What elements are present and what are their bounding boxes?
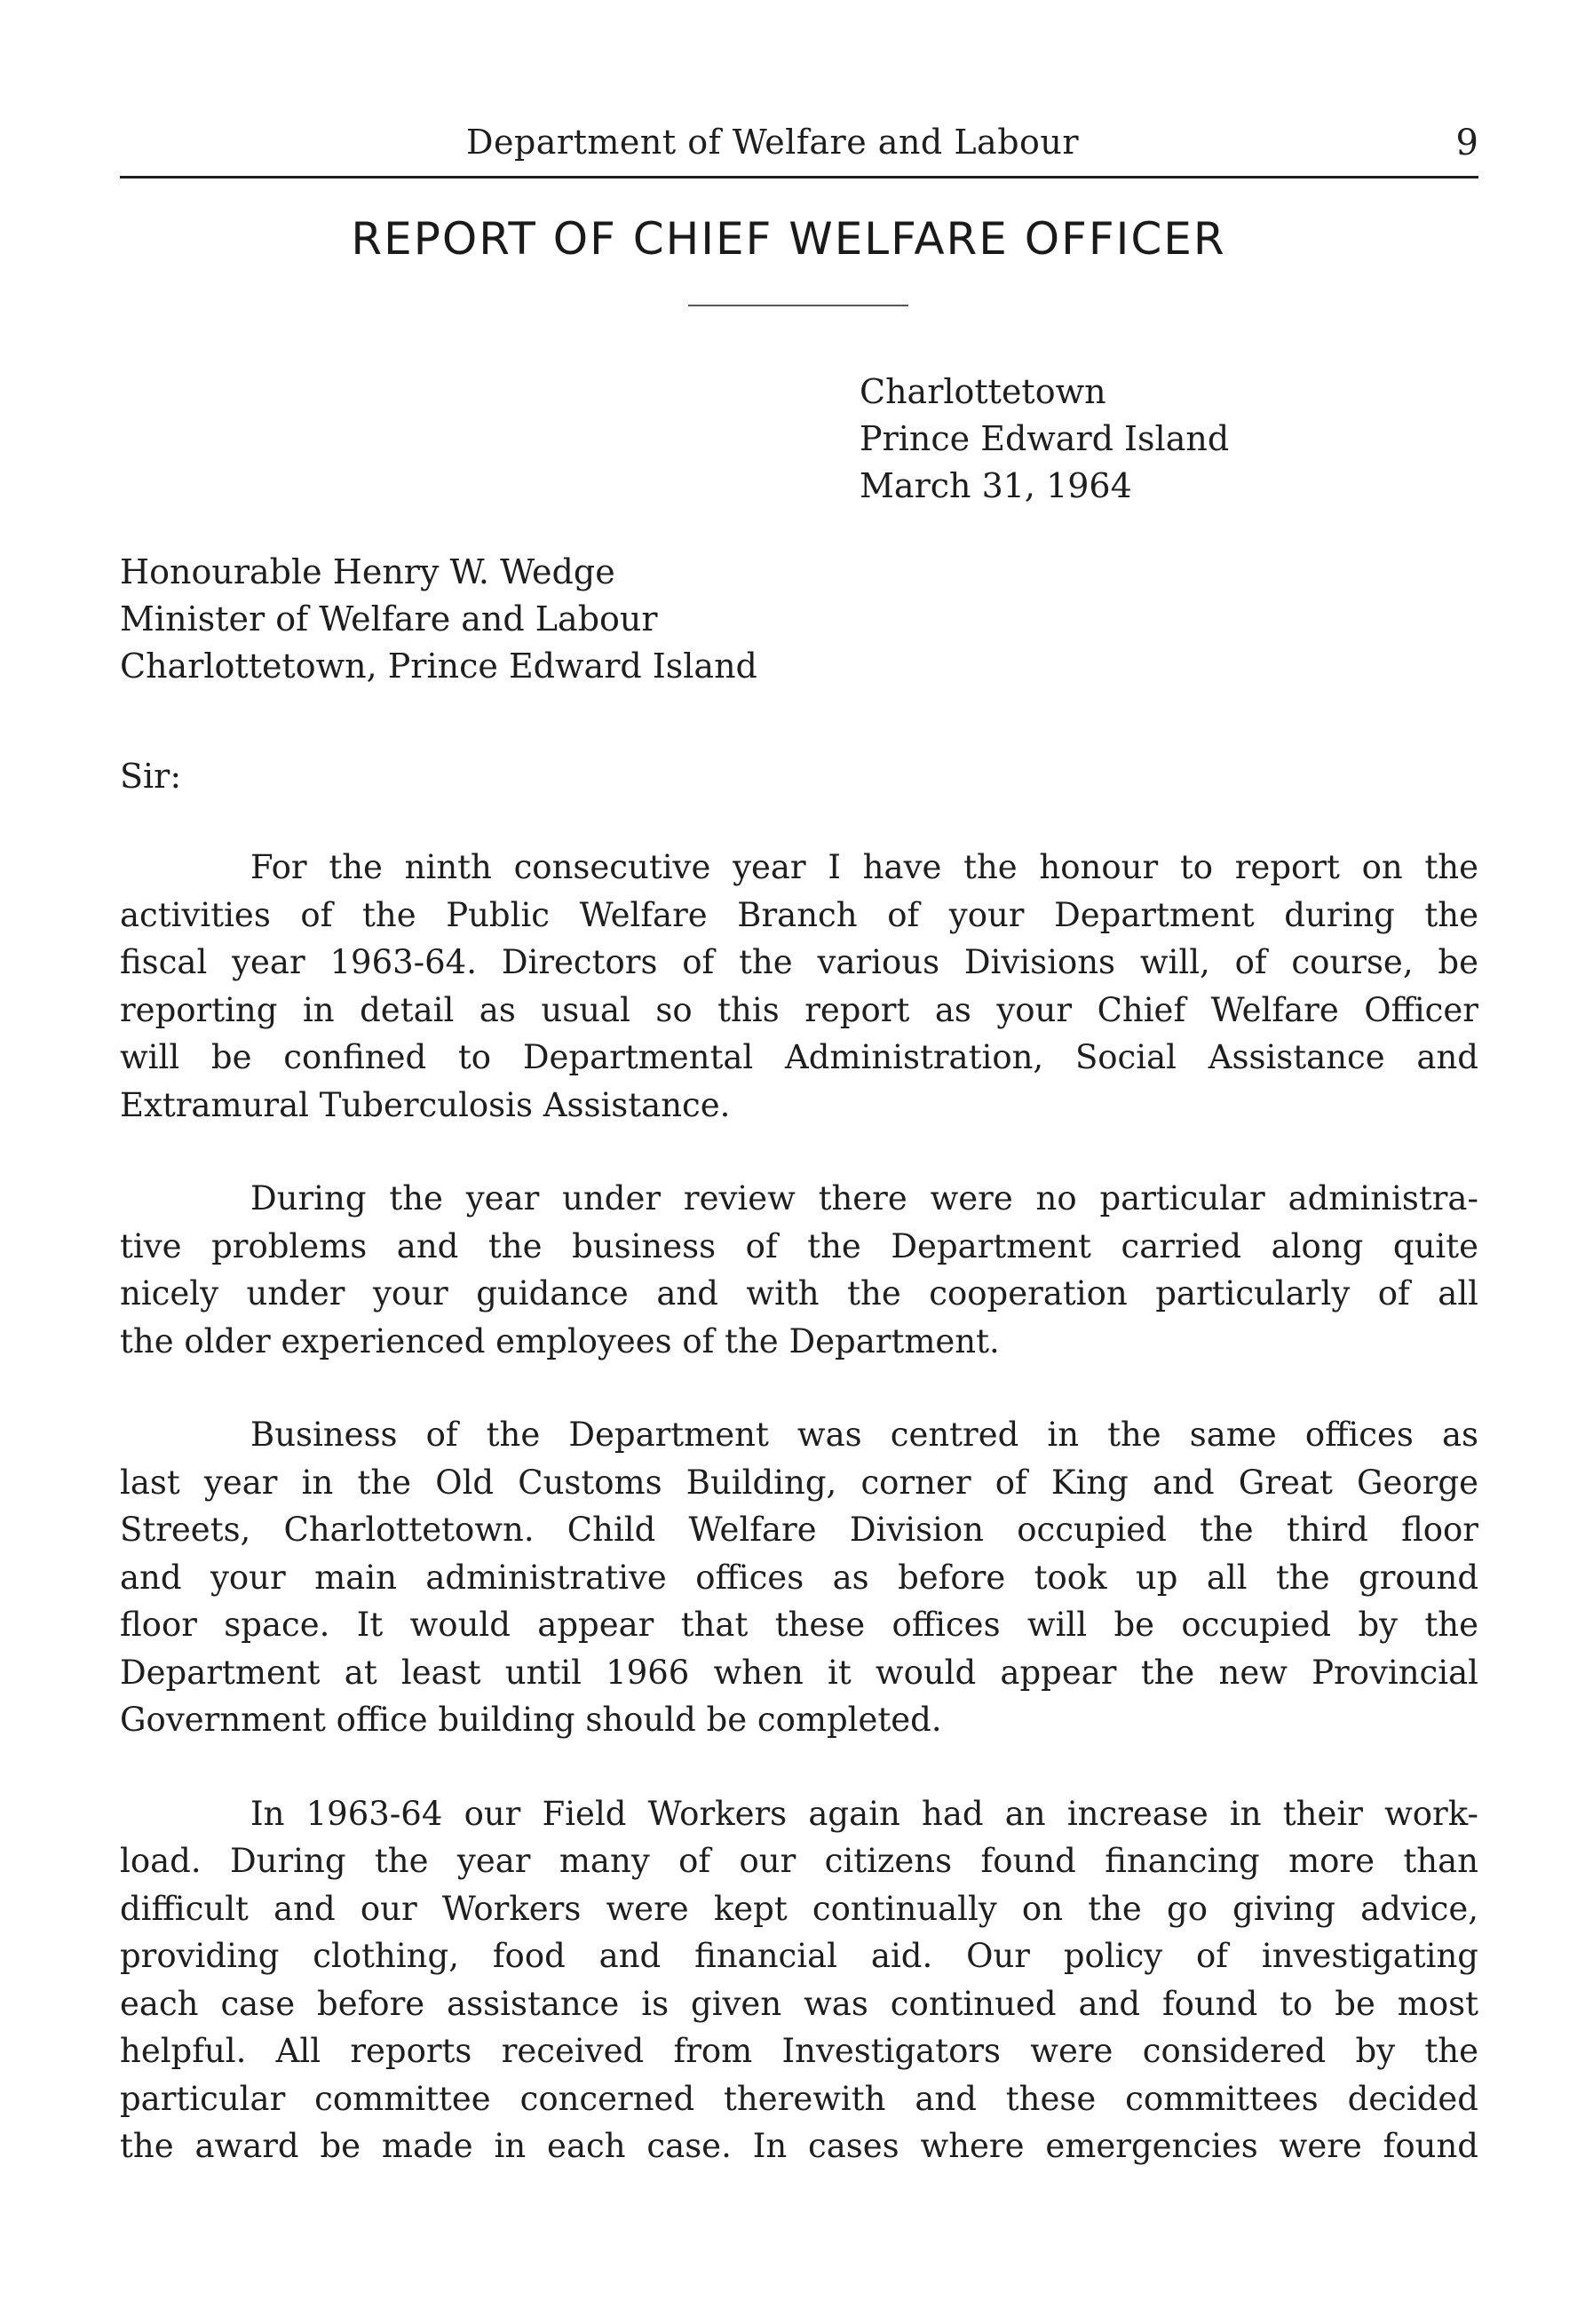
report-title: REPORT OF CHIEF WELFARE OFFICER [351,213,1226,265]
text-line: load. During the year many of our citizens found financing more than [120,1842,1478,1880]
province-line: Prince Edward Island [860,419,1230,458]
text-line: floor space. It would appear that these offices will be occupied by the [120,1606,1478,1644]
text-line: the award be made in each case. In cases where emergencies were found [120,2127,1478,2165]
addressee-block [120,549,757,690]
running-title: Department of Welfare and Labour [466,123,1080,162]
page-number: 9 [1455,123,1478,163]
report-body [120,844,1478,2217]
text-line: tive problems and the business of the Department carried along quite [120,1226,1478,1265]
text-line: For the ninth consecutive year I have the honour to report on the [250,848,1478,886]
text-line: activities of the Public Welfare Branch of your Department during the [120,895,1478,934]
text-line: helpful. All reports received from Investigators were considered by the [120,2032,1478,2070]
addressee-title: Minister of Welfare and Labour [120,599,658,639]
text-line: each case before assistance is given was continued and found to be most [120,1984,1478,2023]
title-rule [688,305,908,306]
text-line: the older experienced employees of the Department. [120,1321,1000,1360]
text-line: will be confined to Departmental Administration, Social Assistance and [120,1038,1478,1076]
text-line: and your main administrative offices as before took up all the ground [120,1558,1478,1597]
addressee-location: Charlottetown, Prince Edward Island [120,646,757,686]
text-line: Department at least until 1966 when it would appear the new Provincial [120,1653,1478,1692]
text-line: During the year under review there were no particular administra- [250,1179,1478,1218]
date-line: March 31, 1964 [860,466,1132,505]
text-line: Streets, Charlottetown. Child Welfare Division occupied the third floor [120,1511,1478,1549]
text-line: last year in the Old Customs Building, corner of King and Great George [120,1463,1478,1502]
text-line: Extramural Tuberculosis Assistance. [120,1085,731,1124]
text-line: nicely under your guidance and with the cooperation particularly of all [120,1274,1478,1313]
addressee-name: Honourable Henry W. Wedge [120,552,615,591]
text-line: In 1963-64 our Field Workers again had an increase in their work- [250,1794,1478,1833]
text-line: Government office building should be completed. [120,1701,942,1739]
text-line: providing clothing, food and financial aid. Our policy of investigating [120,1937,1478,1975]
text-line: Business of the Department was centred in the same offices as [250,1416,1478,1454]
running-header [120,123,1478,176]
paragraph [120,1790,1478,2170]
salutation: Sir: [120,757,182,796]
paragraph [120,844,1478,1129]
text-line: fiscal year 1963-64. Directors of the various Divisions will, of course, be [120,943,1478,981]
text-line: reporting in detail as usual so this report as your Chief Welfare Officer [120,990,1478,1029]
paragraph [120,1411,1478,1744]
header-rule [120,176,1478,178]
text-line: particular committee concerned therewith and these committees decided [120,2079,1478,2118]
place-line: Charlottetown [860,372,1106,411]
text-line: difficult and our Workers were kept continually on the go giving advice, [120,1889,1478,1928]
place-date-block [860,369,1229,510]
paragraph [120,1175,1478,1365]
